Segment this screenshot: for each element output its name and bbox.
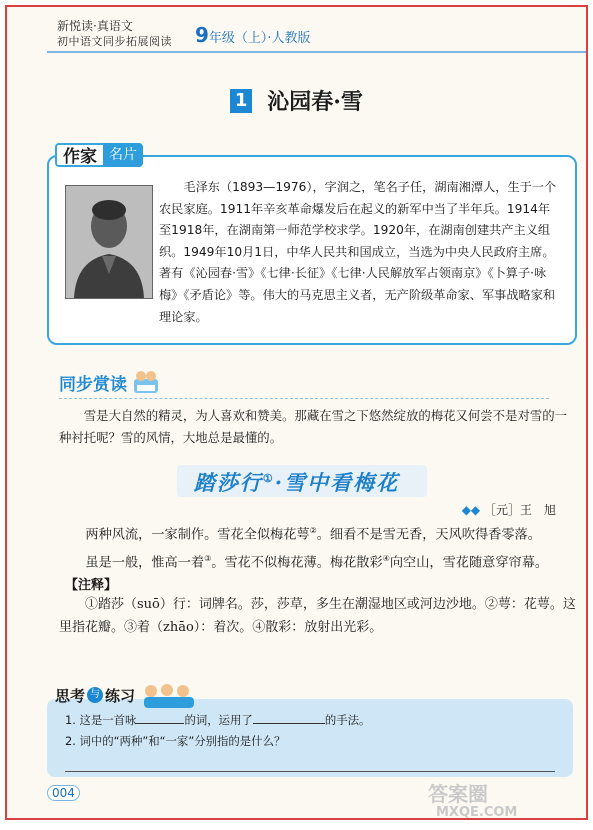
poem-body bbox=[59, 519, 579, 576]
question-text: 1. 这是一首咏 bbox=[65, 713, 137, 727]
author-bio bbox=[159, 177, 559, 328]
poem-author bbox=[462, 501, 556, 518]
author-card-tab-label: 作家 bbox=[55, 143, 103, 167]
reading-section-header bbox=[59, 367, 161, 397]
poem-text: 。细看不是雪无香，天风吹得香零落。 bbox=[316, 527, 541, 543]
series-subtitle: 初中语文同步拓展阅读 bbox=[57, 35, 172, 48]
poem-author-name: ［元］王 旭 bbox=[483, 503, 556, 517]
grade-number: 9 bbox=[195, 23, 209, 47]
poem-text: 。雪花不似梅花薄。梅花散彩 bbox=[211, 555, 383, 571]
question-text: 的词，运用了 bbox=[184, 713, 253, 727]
poem-line bbox=[59, 519, 579, 547]
author-portrait bbox=[65, 185, 153, 299]
exercise-title-part: 思考 bbox=[55, 686, 86, 705]
svg-text:答案圈: 答案圈 bbox=[428, 783, 488, 806]
poem-title-part: ·雪中看梅花 bbox=[274, 470, 400, 495]
reading-section-divider bbox=[59, 398, 549, 399]
footnote-marker: ② bbox=[309, 526, 317, 535]
lesson-heading bbox=[7, 85, 586, 116]
poem-text: 两种风流，一家制作。雪花全似梅花萼 bbox=[85, 527, 310, 543]
answer-line[interactable] bbox=[65, 771, 555, 772]
exercise-kids-icon bbox=[141, 681, 197, 709]
footnote-marker: ① bbox=[262, 472, 275, 485]
grade-label bbox=[195, 23, 311, 47]
question-1 bbox=[65, 712, 370, 728]
author-bio-text: 毛泽东（1893—1976），字润之，笔名子任，湖南湘潭人，生于一个农民家庭。1911年辛亥革命爆发后在起义的新军中当了半年兵。1914年至1918年，在湖南第一师范学校求学。1920年，在湖南创建共产主义组织。1949年10月1日，中华人民共和国成立，当选为中央人民政府主席。著有《沁园春·雪》《七律·长征》《七律·人民解放军占领南京》《卜算子·咏梅》《矛盾论》等。伟大的马克思主义者，无产阶级革命家、军事战略家和理论家。 bbox=[159, 180, 557, 324]
notes-text: ①踏莎（suō）行：词牌名。莎，莎草，多生在潮湿地区或河边沙地。②萼：花萼。这里指花瓣。③着（zhāo）：着次。④散彩：放射出光彩。 bbox=[59, 597, 576, 635]
reading-kids-icon bbox=[131, 367, 161, 397]
exercise-title-connector: 与 bbox=[87, 687, 103, 703]
author-card-tab-label-alt: 名片 bbox=[103, 143, 143, 167]
lesson-title: 沁园春·雪 bbox=[267, 89, 363, 115]
svg-text:MXQE.COM: MXQE.COM bbox=[436, 805, 518, 819]
grade-text: 年级（上）·人教版 bbox=[208, 31, 311, 46]
exercise-title-part: 练习 bbox=[105, 686, 136, 705]
poem-line bbox=[59, 547, 579, 575]
poem-title bbox=[7, 467, 586, 497]
watermark-logo bbox=[422, 783, 574, 819]
poem-text: 向空山，雪花随意穿帘幕。 bbox=[389, 555, 549, 571]
textbook-page bbox=[5, 5, 588, 820]
question-text: 的手法。 bbox=[324, 713, 371, 727]
author-dots-icon: ◆◆ bbox=[461, 503, 481, 517]
reading-section-title: 同步赏读 bbox=[59, 374, 127, 395]
poem-text: 虽是一般，惟高一着 bbox=[85, 555, 205, 571]
lesson-number: 1 bbox=[230, 89, 252, 113]
portrait-photo-icon bbox=[66, 186, 152, 298]
footnote-marker: ③ bbox=[204, 554, 212, 564]
reading-intro-text: 雪是大自然的精灵，为人喜欢和赞美。那藏在雪之下悠然绽放的梅花又何尝不是对雪的一种衬托呢？雪的风情，大地总是最懂的。 bbox=[59, 408, 568, 445]
question-2: 2. 词中的“两种”和“一家”分别指的是什么？ bbox=[65, 734, 286, 748]
author-card-tab bbox=[55, 143, 143, 167]
answer-blank[interactable] bbox=[136, 723, 184, 724]
notes-heading: 【注释】 bbox=[65, 578, 118, 593]
footnote-marker: ④ bbox=[382, 554, 390, 564]
poem-title-part: 踏莎行 bbox=[193, 470, 263, 495]
series-title: 新悦读·真语文 bbox=[57, 19, 133, 33]
page-number: 004 bbox=[47, 785, 80, 801]
notes-body bbox=[59, 593, 579, 639]
exercise-header bbox=[55, 682, 197, 708]
header-divider bbox=[47, 51, 586, 53]
answer-blank[interactable] bbox=[253, 723, 325, 724]
reading-intro bbox=[59, 405, 569, 449]
